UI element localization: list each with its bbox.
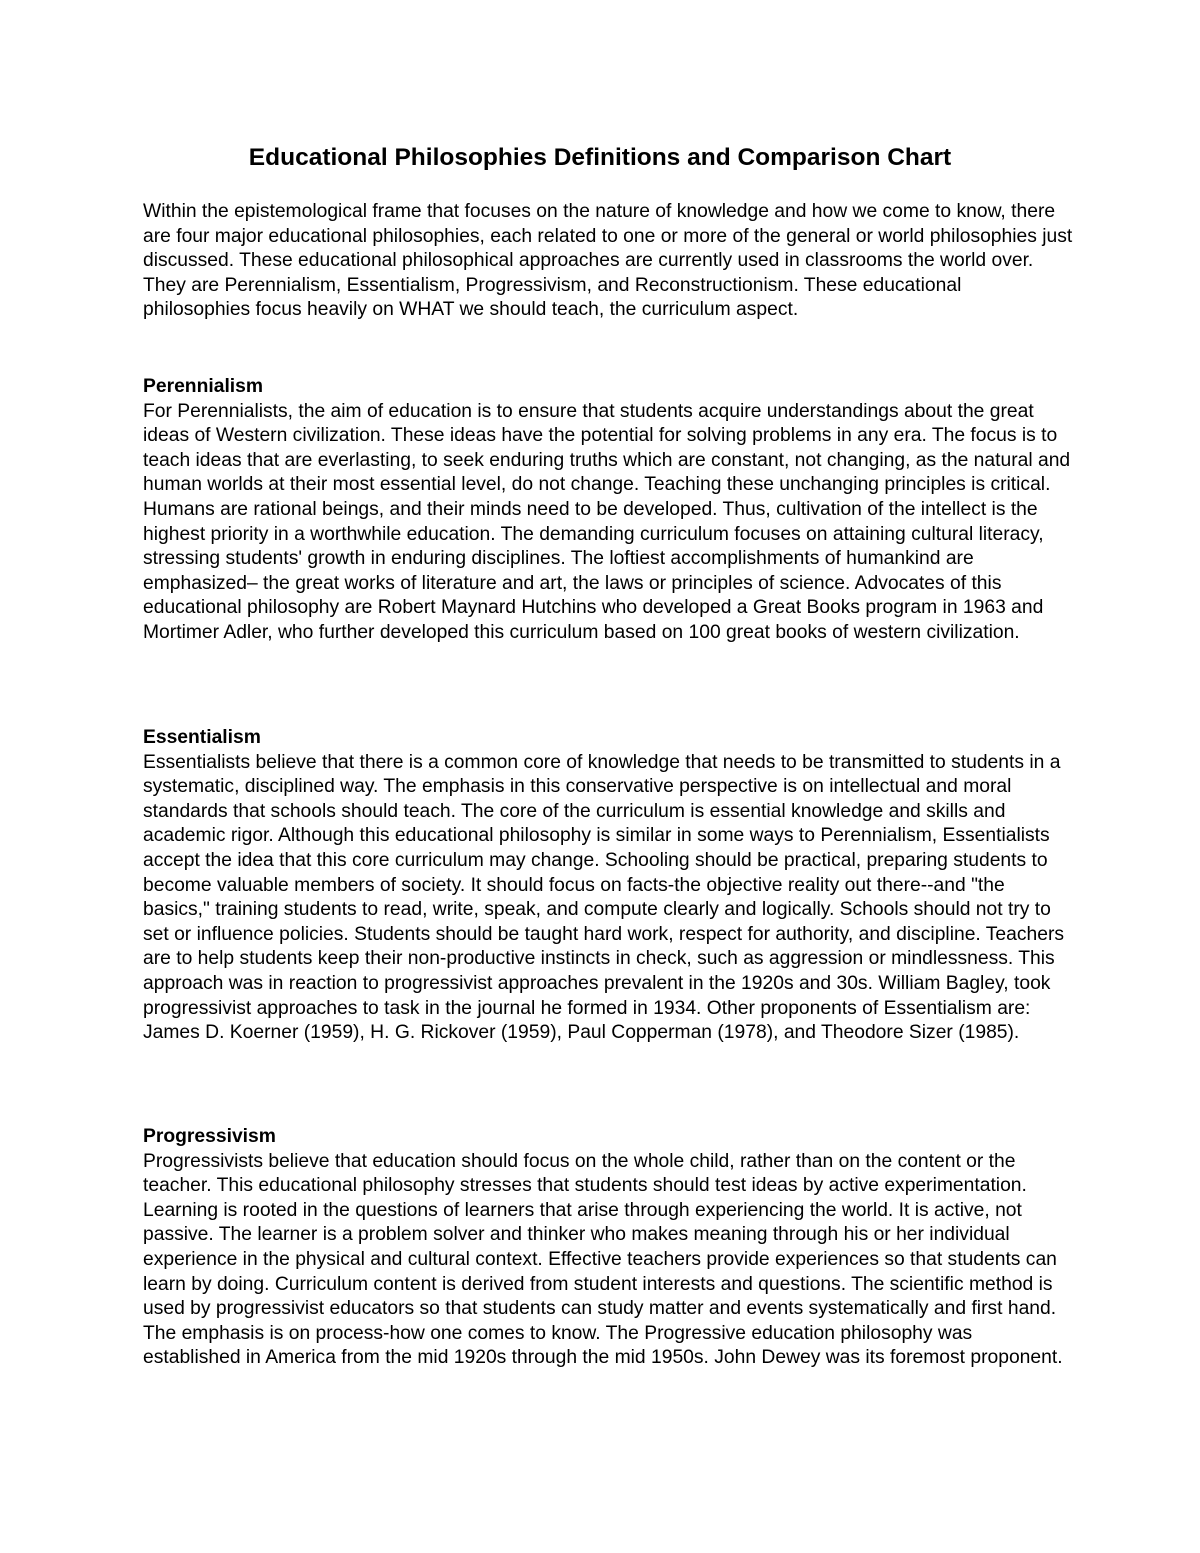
section-heading: Progressivism [143,1126,276,1147]
section-perennialism [143,375,1073,646]
section-heading: Perennialism [143,376,264,397]
section-heading: Essentialism [143,727,261,748]
section-body: For Perennialists, the aim of education is to ensure that students acquire understandings about the great ideas of Western civilization. These ideas have the potential for solving problems in any era. The focus is to teach ideas that are everlasting, to seek enduring truths which are constant, not changing, as the natural and human worlds at their most essential level, do not change. Teaching these unchanging principles is critical. Humans are rational beings, and their minds need to be developed. Thus, cultivation of the intellect is the highest priority in a worthwhile education. The demanding curriculum focuses on attaining cultural literacy, stressing students' growth in enduring disciplines. The loftiest accomplishments of humankind are emphasized– the great works of literature and art, the laws or principles of science. Advocates of this educational philosophy are Robert Maynard Hutchins who developed a Great Books program in 1963 and Mortimer Adler, who further developed this curriculum based on 100 great books of western civilization. [143,400,1071,643]
intro-paragraph: Within the epistemological frame that focuses on the nature of knowledge and how we come to know, there are four major educational philosophies, each related to one or more of the general or world philosophies just discussed. These educational philosophical approaches are currently used in classrooms the world over. They are Perennialism, Essentialism, Progressivism, and Reconstructionism. These educational philosophies focus heavily on WHAT we should teach, the curriculum aspect. [143,201,1073,321]
section-body: Essentialists believe that there is a common core of knowledge that needs to be transmitted to students in a systematic, disciplined way. The emphasis in this conservative perspective is on intellectual and moral standards that schools should teach. The core of the curriculum is essential knowledge and skills and academic rigor. Although this educational philosophy is similar in some ways to Perennialism, Essentialists accept the idea that this core curriculum may change. Schooling should be practical, preparing students to become valuable members of society. It should focus on facts-the objective reality out there--and "the basics," training students to read, write, speak, and compute clearly and logically. Schools should not try to set or influence policies. Students should be taught hard work, respect for authority, and discipline. Teachers are to help students keep their non-productive instincts in check, such as aggression or mindlessness. This approach was in reaction to progressivist approaches prevalent in the 1920s and 30s. William Bagley, took progressivist approaches to task in the journal he formed in 1934. Other proponents of Essentialism are: James D. Koerner (1959), H. G. Rickover (1959), Paul Copperman (1978), and Theodore Sizer (1985). [143,751,1065,1044]
section-progressivism [143,1125,1073,1371]
section-essentialism [143,726,1073,1046]
document-title: Educational Philosophies Definitions and Comparison Chart [248,144,952,171]
section-body: Progressivists believe that education should focus on the whole child, rather than on the content or the teacher. This educational philosophy stresses that students should test ideas by active experimentation. Learning is rooted in the questions of learners that arise through experiencing the world. It is active, not passive. The learner is a problem solver and thinker who makes meaning through his or her individual experience in the physical and cultural context. Effective teachers provide experiences so that students can learn by doing. Curriculum content is derived from student interests and questions. The scientific method is used by progressivist educators so that students can study matter and events systematically and first hand. The emphasis is on process-how one comes to know. The Progressive education philosophy was established in America from the mid 1920s through the mid 1950s. John Dewey was its foremost proponent. [143,1150,1063,1369]
